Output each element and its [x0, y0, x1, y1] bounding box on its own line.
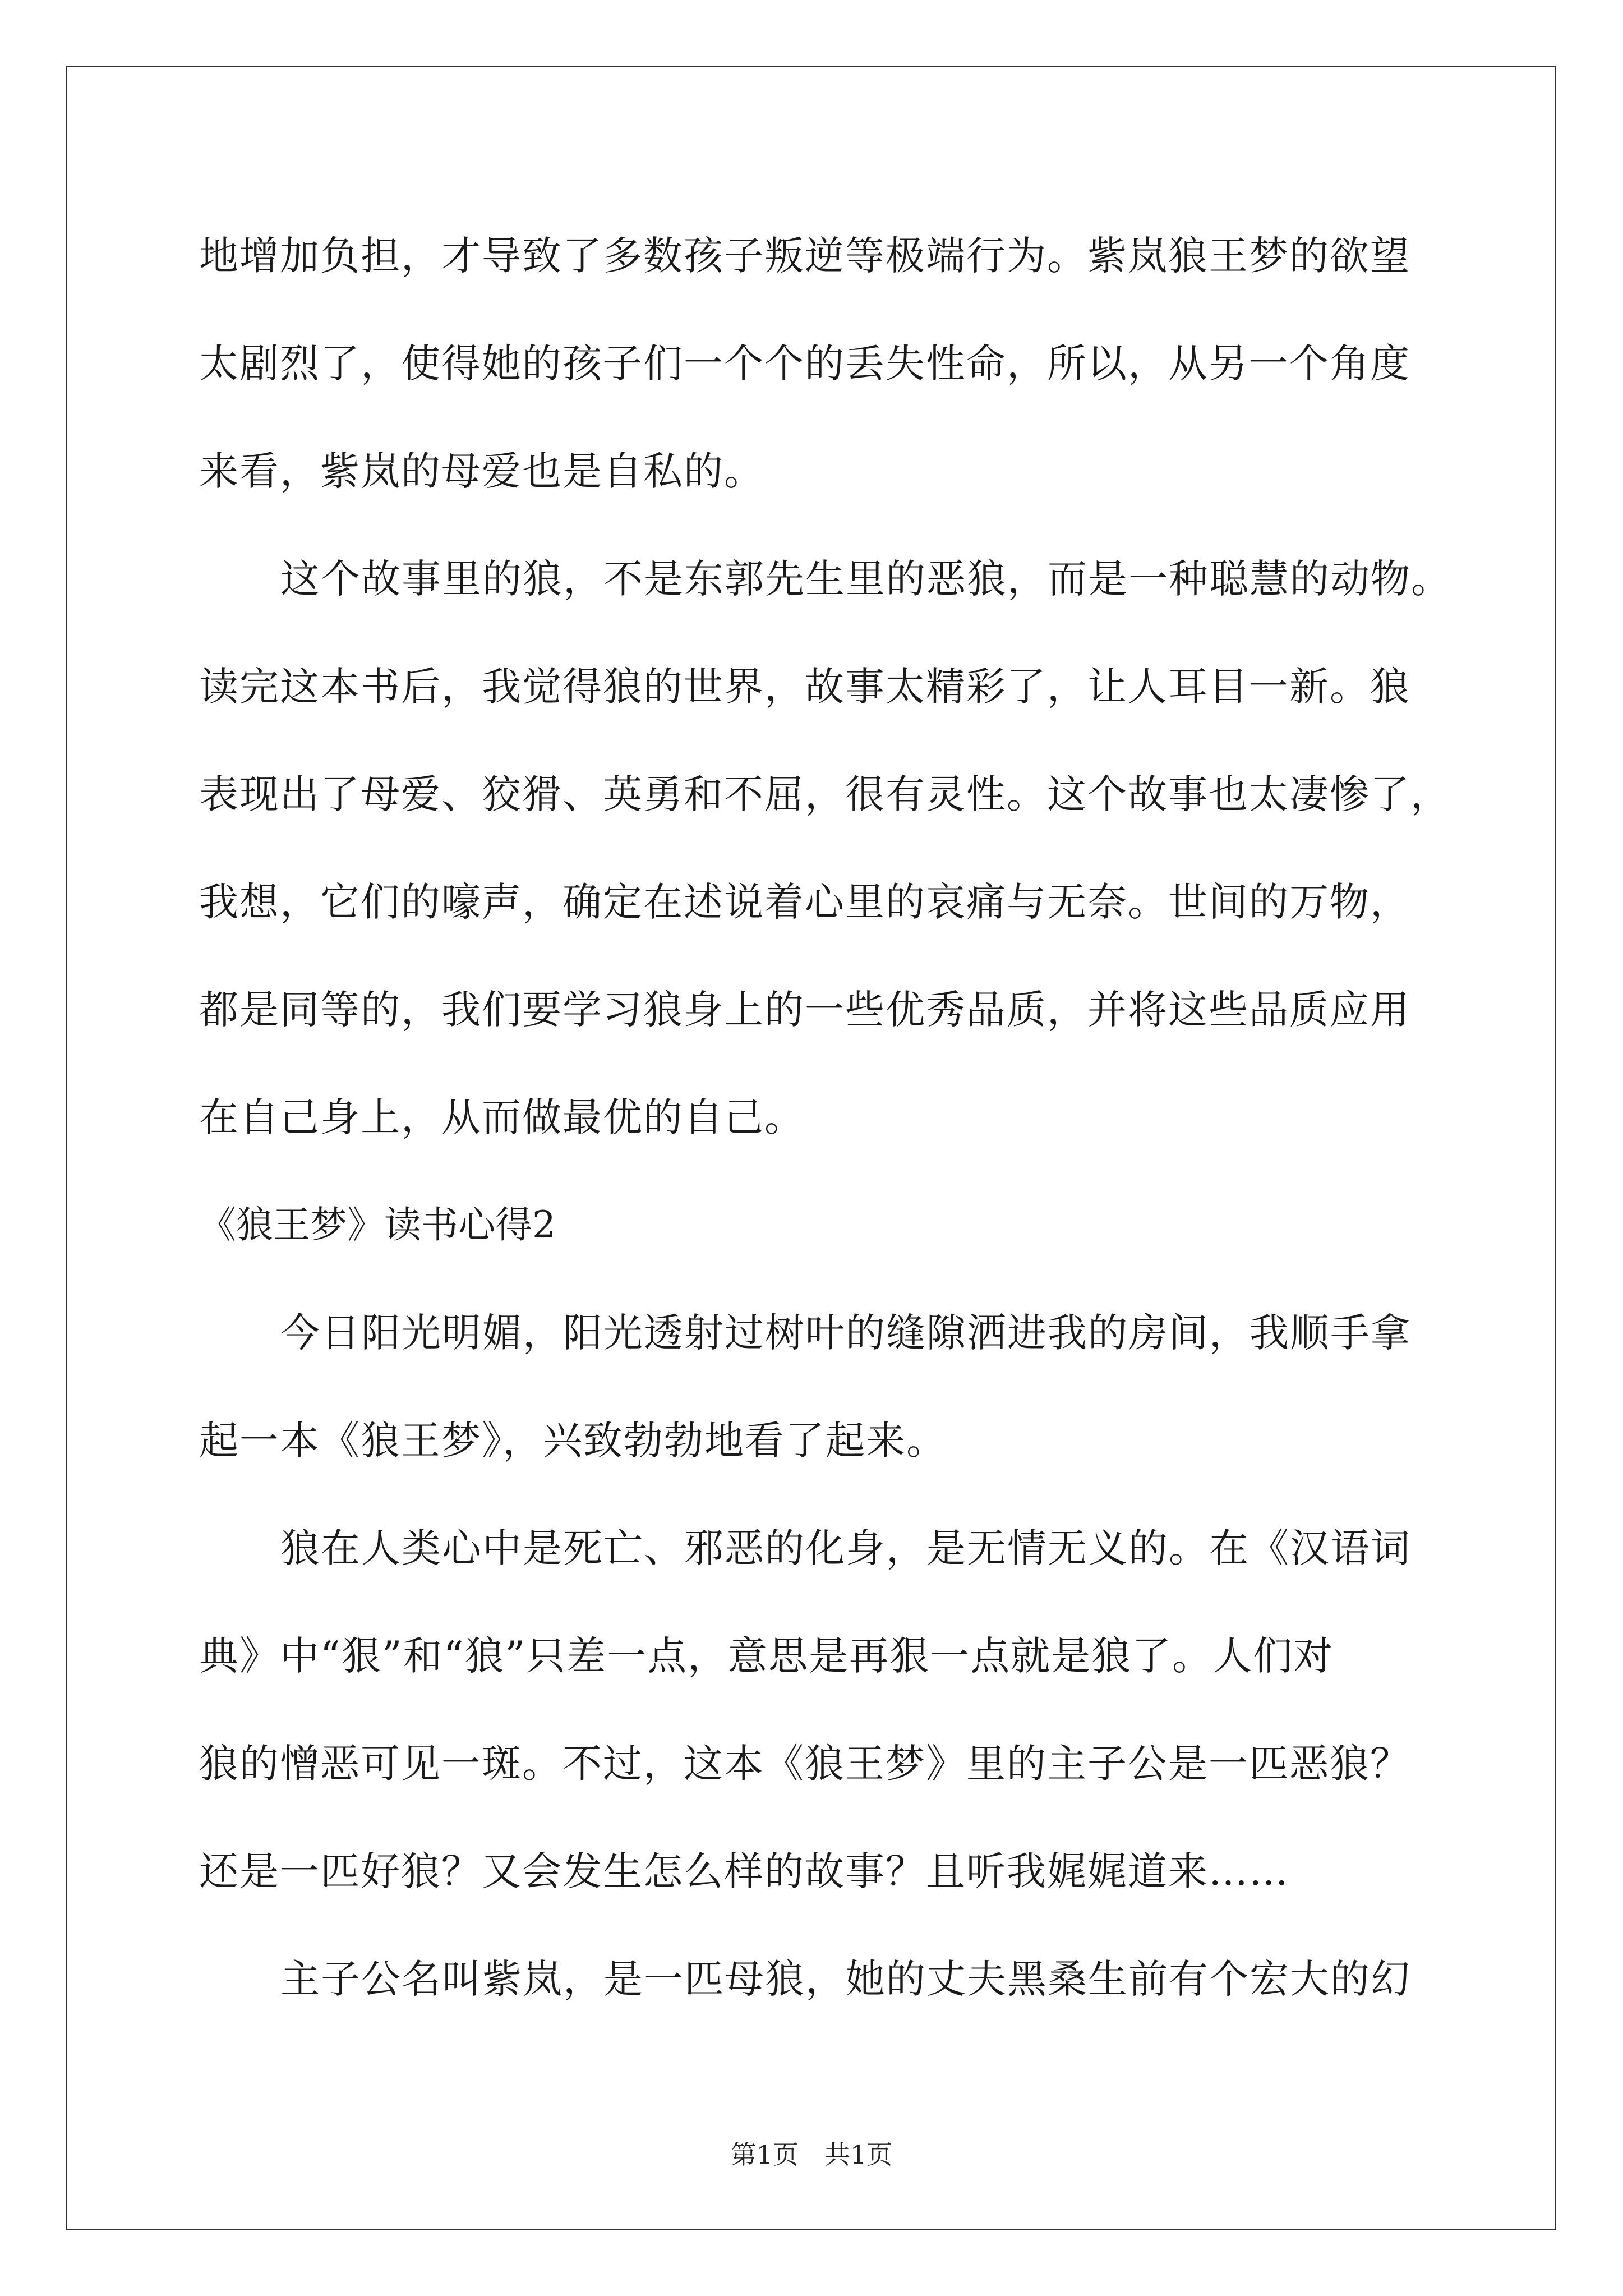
text-line: 读完这本书后，我觉得狼的世界，故事太精彩了，让人耳目一新。狼 — [199, 664, 1410, 710]
paragraph-start-line: 主子公名叫紫岚，是一匹母狼，她的丈夫黑桑生前有个宏大的幻 — [280, 1956, 1411, 2002]
paragraph-start-line: 狼在人类心中是死亡、邪恶的化身，是无情无义的。在《汉语词 — [280, 1525, 1411, 1571]
text-line: 典》中“狠”和“狼”只差一点，意思是再狠一点就是狼了。人们对 — [199, 1633, 1334, 1679]
paragraph-start-line: 今日阳光明媚，阳光透射过树叶的缝隙洒进我的房间，我顺手拿 — [280, 1310, 1411, 1356]
paragraph-start-line: 这个故事里的狼，不是东郭先生里的恶狼，而是一种聪慧的动物。 — [280, 556, 1451, 602]
section-heading: 《狼王梦》读书心得2 — [199, 1203, 556, 1246]
text-line: 我想，它们的嚎声，确定在述说着心里的哀痛与无奈。世间的万物， — [199, 879, 1410, 925]
text-line: 还是一匹好狼？又会发生怎么样的故事？且听我娓娓道来…… — [199, 1848, 1289, 1894]
text-line: 表现出了母爱、狡猾、英勇和不屈，很有灵性。这个故事也太凄惨了， — [199, 771, 1451, 817]
text-line: 都是同等的，我们要学习狼身上的一些优秀品质，并将这些品质应用 — [199, 987, 1410, 1033]
text-line: 起一本《狼王梦》，兴致勃勃地看了起来。 — [199, 1418, 947, 1464]
document-body — [199, 202, 1451, 2033]
text-line: 狼的憎恶可见一斑。不过，这本《狼王梦》里的主子公是一匹恶狼？ — [199, 1741, 1410, 1787]
text-line: 来看，紫岚的母爱也是自私的。 — [199, 448, 764, 494]
text-line: 太剧烈了，使得她的孩子们一个个的丢失性命，所以，从另一个角度 — [199, 341, 1410, 386]
text-line: 地增加负担，才导致了多数孩子叛逆等极端行为。紫岚狼王梦的欲望 — [199, 233, 1410, 279]
page-footer: 第1页 共1页 — [730, 2139, 893, 2170]
text-line: 在自己身上，从而做最优的自己。 — [199, 1094, 805, 1140]
